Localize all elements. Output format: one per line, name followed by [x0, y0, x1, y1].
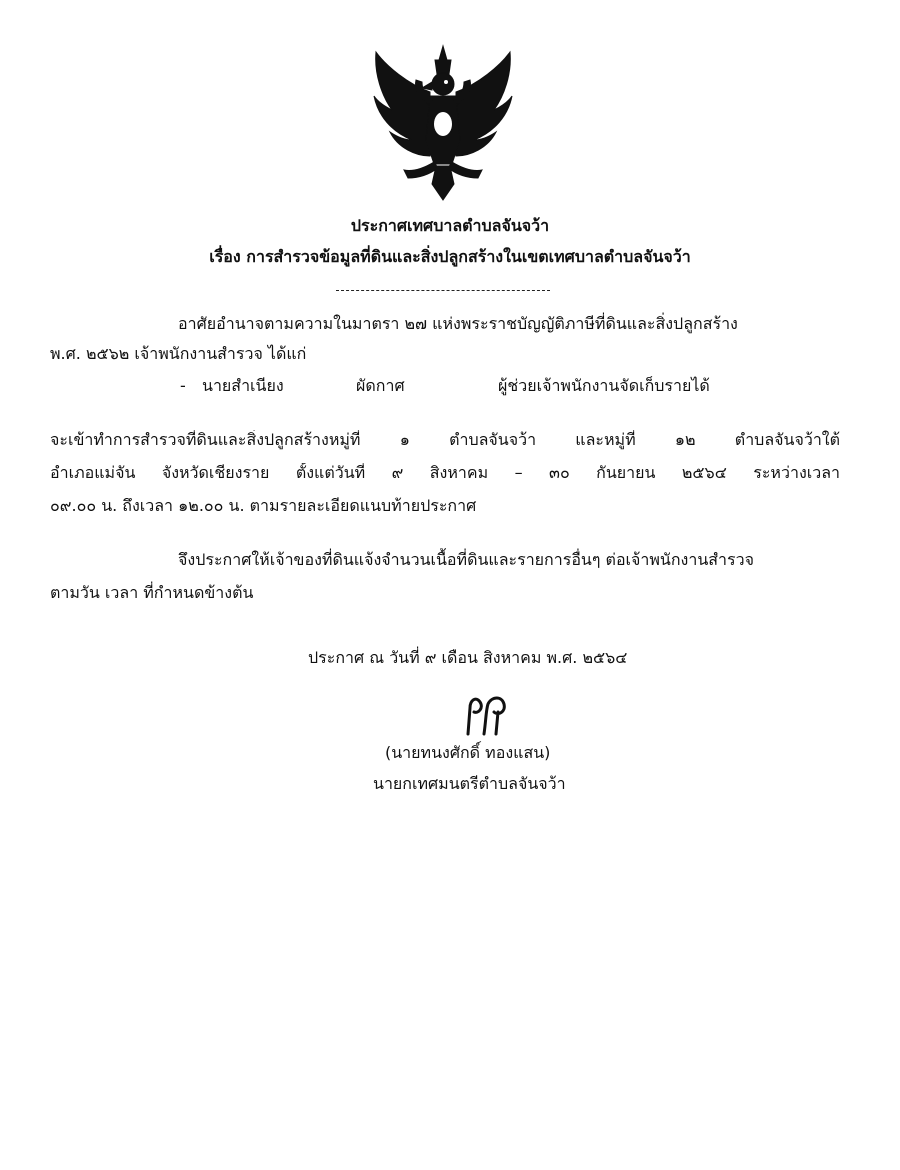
officer-position: ผู้ช่วยเจ้าพนักงานจัดเก็บรายได้ [498, 376, 710, 395]
para2-line1: จะเข้าทำการสำรวจที่ดินและสิ่งปลูกสร้างหมู่ที่ ๑ ตำบลจันจว้า และหมู่ที่ ๑๒ ตำบลจันจว้าใต้ [50, 430, 840, 449]
para3-line2: ตามวัน เวลา ที่กำหนดข้างต้น [50, 583, 254, 602]
title-divider [336, 290, 550, 291]
officer-bullet: - [180, 376, 186, 395]
signer-name: (นายทนงศักดิ์ ทองแสน) [385, 743, 551, 762]
para2-line2: อำเภอแม่จัน จังหวัดเชียงราย ตั้งแต่วันที่ ๙ สิงหาคม – ๓๐ กันยายน ๒๕๖๔ ระหว่างเวลา [50, 463, 840, 482]
garuda-emblem-icon [368, 44, 518, 204]
para1-line2: พ.ศ. ๒๕๖๒ เจ้าพนักงานสำรวจ ได้แก่ [50, 344, 307, 363]
para2-line3: ๐๙.๐๐ น. ถึงเวลา ๑๒.๐๐ น. ตามรายละเอียดแนบท้ายประกาศ [50, 496, 477, 515]
signature-mark [458, 690, 518, 738]
announcement-date: ประกาศ ณ วันที่ ๙ เดือน สิงหาคม พ.ศ. ๒๕๖๔ [308, 648, 628, 667]
announcement-subject: เรื่อง การสำรวจข้อมูลที่ดินและสิ่งปลูกสร้างในเขตเทศบาลตำบลจันจว้า [209, 247, 691, 266]
signer-title: นายกเทศมนตรีตำบลจันจว้า [373, 774, 566, 793]
para1-line1: อาศัยอำนาจตามความในมาตรา ๒๗ แห่งพระราชบัญญัติภาษีที่ดินและสิ่งปลูกสร้าง [178, 314, 738, 333]
officer-name: นายสำเนียง [202, 376, 284, 395]
para3-line1: จึงประกาศให้เจ้าของที่ดินแจ้งจำนวนเนื้อที่ดินและรายการอื่นๆ ต่อเจ้าพนักงานสำรวจ [178, 550, 754, 569]
officer-surname: ผัดกาศ [356, 376, 405, 395]
announcement-title: ประกาศเทศบาลตำบลจันจว้า [350, 216, 550, 235]
